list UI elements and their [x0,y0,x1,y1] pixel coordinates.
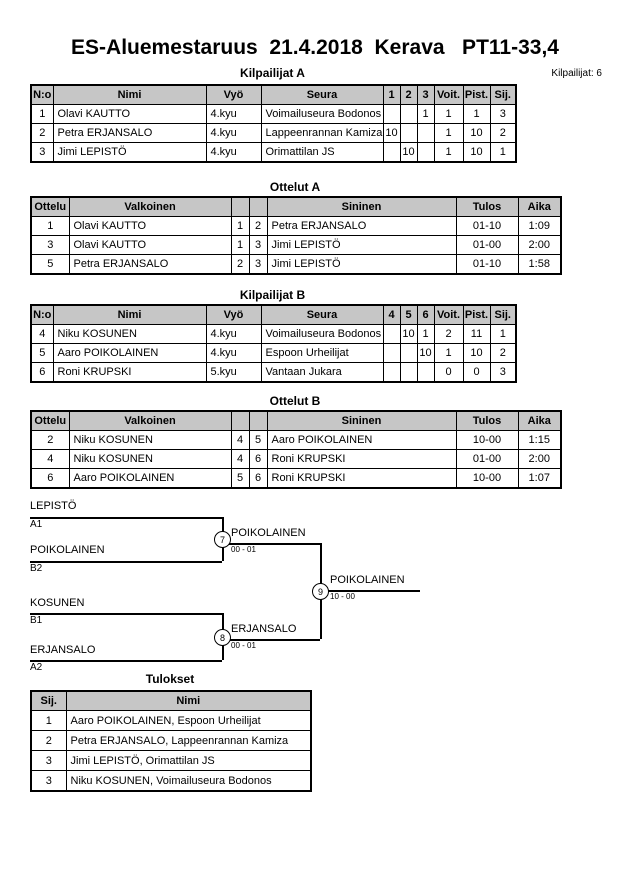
competitors-count: Kilpailijat: 6 [551,68,602,79]
cell: 4 [31,325,53,344]
cell: 3 [31,751,66,771]
cell: 1 [490,143,516,163]
header-row [31,411,561,431]
pool-a-heading: Kilpailijat A [240,66,305,80]
column-header: 4 [383,305,400,325]
cell: 01-10 [456,217,518,236]
bracket-entry-name: ERJANSALO [30,644,96,656]
bracket-winner-name: ERJANSALO [231,623,297,635]
cell: 1:58 [518,255,561,275]
cell: Vantaan Jukara [261,363,383,383]
cell: 5 [31,344,53,363]
cell: 3 [31,236,69,255]
cell: 1 [417,105,434,124]
cell: 0 [434,363,463,383]
cell [417,363,434,383]
bracket-entry-name: LEPISTÖ [30,500,77,512]
cell: 10 [463,124,490,143]
cell: 4.kyu [206,124,261,143]
cell: Roni KRUPSKI [267,450,456,469]
cell: Jimi LEPISTÖ [53,143,206,163]
bracket-winner-name: POIKOLAINEN [330,574,405,586]
table-row [31,124,516,143]
column-header: Tulos [456,411,518,431]
cell: 1:09 [518,217,561,236]
cell [383,325,400,344]
header-row [31,85,516,105]
cell: Voimailuseura Bodonos [261,325,383,344]
cell: 0 [463,363,490,383]
match-number-badge: 9 [312,583,329,600]
cell: 1 [31,217,69,236]
cell: 1 [231,236,249,255]
column-header [231,411,249,431]
table-row [31,255,561,275]
table-row [31,450,561,469]
cell: Niku KOSUNEN [53,325,206,344]
cell: Aaro POIKOLAINEN [267,431,456,450]
cell: Niku KOSUNEN, Voimailuseura Bodonos [66,771,311,792]
cell: 3 [490,363,516,383]
match-number-badge: 7 [214,531,231,548]
cell: 1 [434,344,463,363]
bracket-seed: A2 [30,662,43,673]
cell: Petra ERJANSALO [267,217,456,236]
column-header: Pist. [463,85,490,105]
column-header: 6 [417,305,434,325]
cell [400,344,417,363]
column-header: Voit. [434,85,463,105]
cell: 2 [31,124,53,143]
cell: 5 [249,431,267,450]
cell: Olavi KAUTTO [69,236,231,255]
cell: 3 [31,143,53,163]
cell: 2:00 [518,450,561,469]
column-header: Aika [518,411,561,431]
cell: 3 [490,105,516,124]
cell: 5 [231,469,249,489]
cell: 4 [231,450,249,469]
bracket-line [30,517,222,519]
column-header: 3 [417,85,434,105]
pool-a-table [30,84,517,163]
cell: 10 [463,143,490,163]
cell: 10 [400,143,417,163]
cell: Jimi LEPISTÖ, Orimattilan JS [66,751,311,771]
cell: 11 [463,325,490,344]
cell: 1 [31,711,66,731]
cell: Orimattilan JS [261,143,383,163]
column-header: N:o [31,85,53,105]
cell: Niku KOSUNEN [69,450,231,469]
cell: 01-00 [456,236,518,255]
table-row [31,344,516,363]
cell: 1 [463,105,490,124]
header-row [31,305,516,325]
cell [400,105,417,124]
table-row [31,143,516,163]
cell: 10 [463,344,490,363]
cell: 2 [31,431,69,450]
cell [400,363,417,383]
cell: 2 [31,731,66,751]
cell: Jimi LEPISTÖ [267,255,456,275]
bracket-seed: A1 [30,519,43,530]
page-title: ES-Aluemestaruus 21.4.2018 Kerava PT11-33,4 [71,36,559,59]
column-header: Ottelu [31,197,69,217]
column-header: Ottelu [31,411,69,431]
cell: Roni KRUPSKI [53,363,206,383]
cell [383,344,400,363]
cell: 4.kyu [206,105,261,124]
table-row [31,325,516,344]
cell: Roni KRUPSKI [267,469,456,489]
cell: 1 [434,105,463,124]
cell: Petra ERJANSALO [53,124,206,143]
column-header: Sininen [267,197,456,217]
table-row [31,751,311,771]
bracket-score: 00 - 01 [231,545,256,554]
cell: 4 [31,450,69,469]
cell: 5 [31,255,69,275]
table-row [31,771,311,792]
column-header: Valkoinen [69,197,231,217]
cell: 10-00 [456,469,518,489]
matches-b-table [30,410,562,489]
results-table [30,690,312,792]
match-number-badge: 8 [214,629,231,646]
column-header: Aika [518,197,561,217]
cell: 2 [249,217,267,236]
cell: 4.kyu [206,325,261,344]
cell: 10 [383,124,400,143]
cell: 6 [249,469,267,489]
cell: Voimailuseura Bodonos [261,105,383,124]
pool-b-heading: Kilpailijat B [239,288,306,302]
table-row [31,731,311,751]
bracket-seed: B2 [30,563,43,574]
cell: 3 [249,236,267,255]
cell: Jimi LEPISTÖ [267,236,456,255]
cell: Lappeenrannan Kamiza [261,124,383,143]
table-row [31,105,516,124]
cell [417,124,434,143]
cell: 10 [417,344,434,363]
column-header: Sij. [490,85,516,105]
table-row [31,469,561,489]
column-header: Nimi [53,85,206,105]
column-header: Sij. [490,305,516,325]
cell: Petra ERJANSALO [69,255,231,275]
matches-a-table [30,196,562,275]
matches-b-heading: Ottelut B [269,394,321,408]
cell: 6 [31,363,53,383]
column-header: Nimi [66,691,311,711]
cell: Petra ERJANSALO, Lappeenrannan Kamiza [66,731,311,751]
header-row [31,197,561,217]
cell: 1 [434,124,463,143]
column-header: Seura [261,305,383,325]
table-row [31,217,561,236]
cell [417,143,434,163]
bracket-line [30,613,222,615]
column-header: Vyö [206,305,261,325]
column-header: N:o [31,305,53,325]
table-row [31,711,311,731]
cell: 4 [231,431,249,450]
bracket-entry-name: POIKOLAINEN [30,544,105,556]
cell: 2:00 [518,236,561,255]
column-header [249,197,267,217]
table-row [31,236,561,255]
pool-b-table [30,304,517,383]
cell: 5.kyu [206,363,261,383]
column-header: Valkoinen [69,411,231,431]
table-row [31,431,561,450]
cell: 1:07 [518,469,561,489]
cell: 10-00 [456,431,518,450]
cell: 2 [434,325,463,344]
matches-a-heading: Ottelut A [269,180,321,194]
cell: 3 [249,255,267,275]
column-header: Seura [261,85,383,105]
cell [383,143,400,163]
header-row [31,691,311,711]
cell: 1 [417,325,434,344]
table-row [31,363,516,383]
column-header: Nimi [53,305,206,325]
bracket-winner-name: POIKOLAINEN [231,527,306,539]
column-header: Sij. [31,691,66,711]
cell [383,363,400,383]
cell: 1 [490,325,516,344]
cell: 1 [31,105,53,124]
cell: Olavi KAUTTO [53,105,206,124]
bracket-line [30,561,222,563]
bracket-line [30,660,222,662]
column-header: Voit. [434,305,463,325]
bracket-score: 10 - 00 [330,592,355,601]
cell: Espoon Urheilijat [261,344,383,363]
column-header [231,197,249,217]
column-header: 5 [400,305,417,325]
cell: Aaro POIKOLAINEN, Espoon Urheilijat [66,711,311,731]
column-header [249,411,267,431]
playoff-bracket [30,498,600,678]
bracket-entry-name: KOSUNEN [30,597,85,609]
cell: 01-00 [456,450,518,469]
cell: Olavi KAUTTO [69,217,231,236]
cell: 4.kyu [206,143,261,163]
column-header: Tulos [456,197,518,217]
cell: Aaro POIKOLAINEN [69,469,231,489]
cell: 01-10 [456,255,518,275]
cell: Niku KOSUNEN [69,431,231,450]
cell: 2 [231,255,249,275]
cell: 6 [31,469,69,489]
bracket-score: 00 - 01 [231,641,256,650]
cell [383,105,400,124]
column-header: Vyö [206,85,261,105]
cell: 6 [249,450,267,469]
column-header: 1 [383,85,400,105]
cell: 3 [31,771,66,792]
bracket-seed: B1 [30,615,43,626]
cell: 1 [434,143,463,163]
cell: 1:15 [518,431,561,450]
cell [400,124,417,143]
cell: 2 [490,124,516,143]
cell: 10 [400,325,417,344]
cell: Aaro POIKOLAINEN [53,344,206,363]
cell: 4.kyu [206,344,261,363]
cell: 2 [490,344,516,363]
cell: 1 [231,217,249,236]
column-header: Sininen [267,411,456,431]
column-header: Pist. [463,305,490,325]
results-heading: Tulokset [145,672,195,686]
column-header: 2 [400,85,417,105]
